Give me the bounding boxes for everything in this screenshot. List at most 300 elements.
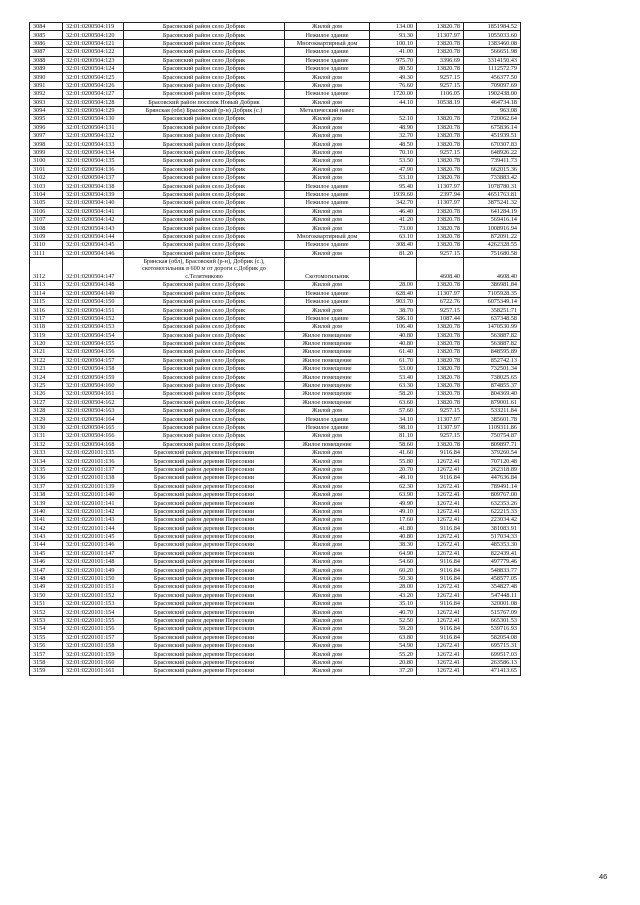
area-cell: 81.20	[370, 249, 417, 257]
cadastral-number: 32:01:0220101:136	[63, 457, 124, 465]
object-type-cell: Жилой дом	[285, 407, 370, 415]
price-cell: 12672.41	[417, 591, 464, 599]
price-cell: 9257.15	[417, 73, 464, 81]
table-row	[30, 507, 521, 515]
area-cell: 62.30	[370, 482, 417, 490]
cadastral-number: 32:01:0200504:121	[63, 39, 124, 47]
table-row	[30, 482, 521, 490]
area-cell: 46.40	[370, 207, 417, 215]
price-cell: 13820.78	[417, 339, 464, 347]
cadastral-number: 32:01:0220101:138	[63, 474, 124, 482]
cadastral-value-cell: 515767.09	[464, 608, 521, 616]
address-cell: Брасовский район село Добрик	[124, 297, 285, 305]
table-row	[30, 224, 521, 232]
row-number: 3133	[30, 448, 63, 456]
cadastral-value-cell: 662015.36	[464, 165, 521, 173]
object-type-cell: Жилой дом	[285, 667, 370, 675]
price-cell: 3396.69	[417, 56, 464, 64]
object-type-cell: Жилой дом	[285, 432, 370, 440]
price-cell: 12672.41	[417, 583, 464, 591]
price-cell: 12672.41	[417, 616, 464, 624]
cadastral-value-cell: 1470530.99	[464, 323, 521, 331]
price-cell: 9257.15	[417, 148, 464, 156]
area-cell: 37.20	[370, 667, 417, 675]
area-cell: 308.40	[370, 241, 417, 249]
area-cell: 48.90	[370, 123, 417, 131]
address-cell: Брасовский район село Добрик	[124, 390, 285, 398]
cadastral-value-cell: 804369.40	[464, 390, 521, 398]
address-cell: Брасовский район деревня Пересокни	[124, 465, 285, 473]
row-number: 3100	[30, 157, 63, 165]
row-number: 3131	[30, 432, 63, 440]
area-cell: 80.50	[370, 64, 417, 72]
area-cell: 41.80	[370, 524, 417, 532]
area-cell: 50.30	[370, 574, 417, 582]
cadastral-value-cell: 670307.83	[464, 140, 521, 148]
price-cell: 13820.78	[417, 241, 464, 249]
area-cell: 73.00	[370, 224, 417, 232]
cadastral-value-cell: 547448.11	[464, 591, 521, 599]
cadastral-value-cell: 6075349.14	[464, 297, 521, 305]
price-cell: 12672.41	[417, 457, 464, 465]
price-cell: 9116.84	[417, 558, 464, 566]
row-number: 3109	[30, 232, 63, 240]
address-cell: Брасовский район село Добрик	[124, 314, 285, 322]
table-row	[30, 583, 521, 591]
row-number: 3155	[30, 633, 63, 641]
cadastral-value-cell: 447636.84	[464, 474, 521, 482]
cadastral-number: 32:01:0200504:126	[63, 81, 124, 89]
row-number: 3130	[30, 423, 63, 431]
price-cell: 13820.78	[417, 207, 464, 215]
price-cell: 9116.84	[417, 574, 464, 582]
cadastral-value-cell: 582054.08	[464, 633, 521, 641]
cadastral-number: 32:01:0220101:148	[63, 558, 124, 566]
area-cell: 40.80	[370, 331, 417, 339]
table-row	[30, 48, 521, 56]
area-cell: 54.90	[370, 641, 417, 649]
cadastral-number: 32:01:0220101:144	[63, 524, 124, 532]
address-cell: Брасовский район село Добрик	[124, 64, 285, 72]
address-cell: Брасовский район деревня Пересокни	[124, 482, 285, 490]
table-row	[30, 140, 521, 148]
price-cell: 13820.78	[417, 356, 464, 364]
table-row	[30, 56, 521, 64]
address-cell: Брасовский район деревня Пересокни	[124, 608, 285, 616]
object-type-cell: Жилой дом	[285, 507, 370, 515]
row-number: 3102	[30, 174, 63, 182]
object-type-cell: Жилой дом	[285, 591, 370, 599]
area-cell: 55.80	[370, 457, 417, 465]
price-cell: 13820.78	[417, 381, 464, 389]
price-cell: 9116.84	[417, 474, 464, 482]
cadastral-value-cell: 517034.33	[464, 532, 521, 540]
object-type-cell: Жилой дом	[285, 174, 370, 182]
area-cell: 81.10	[370, 432, 417, 440]
row-number: 3152	[30, 608, 63, 616]
row-number: 3085	[30, 31, 63, 39]
price-cell: 13820.78	[417, 23, 464, 31]
table-row	[30, 465, 521, 473]
area-cell: 17.60	[370, 516, 417, 524]
row-number: 3105	[30, 199, 63, 207]
table-row	[30, 132, 521, 140]
row-number: 3147	[30, 566, 63, 574]
address-cell: Брасовский район село Добрик	[124, 249, 285, 257]
address-cell: Брасовский район деревня Пересокни	[124, 566, 285, 574]
address-cell: Брасовский район село Добрик	[124, 331, 285, 339]
area-cell: 628.40	[370, 289, 417, 297]
object-type-cell: Металический навес	[285, 106, 370, 114]
cadastral-value-cell: 263586.13	[464, 658, 521, 666]
row-number: 3137	[30, 482, 63, 490]
area-cell: 70.10	[370, 148, 417, 156]
table-row	[30, 190, 521, 198]
cadastral-value-cell: 699517.03	[464, 650, 521, 658]
address-cell: Брасовский район деревня Пересокни	[124, 474, 285, 482]
row-number: 3144	[30, 541, 63, 549]
cadastral-value-cell: 879001.61	[464, 398, 521, 406]
price-cell: 12672.41	[417, 549, 464, 557]
cadastral-number: 32:01:0200504:162	[63, 398, 124, 406]
cadastral-value-cell: 822439.41	[464, 549, 521, 557]
row-number: 3106	[30, 207, 63, 215]
object-type-cell: Жилой дом	[285, 566, 370, 574]
address-cell: Брасовский район село Добрик	[124, 381, 285, 389]
object-type-cell: Жилой дом	[285, 207, 370, 215]
cadastral-value-cell: 386981.84	[464, 281, 521, 289]
object-type-cell: Нежилое здание	[285, 48, 370, 56]
cadastral-number: 32:01:0200504:120	[63, 31, 124, 39]
cadastral-value-cell: 1902438.00	[464, 90, 521, 98]
cadastral-number: 32:01:0220101:155	[63, 616, 124, 624]
address-cell: Брасовский район село Добрик	[124, 182, 285, 190]
table-row	[30, 199, 521, 207]
object-type-cell: Нежилое здание	[285, 64, 370, 72]
object-type-cell: Жилой дом	[285, 165, 370, 173]
row-number: 3146	[30, 558, 63, 566]
cadastral-value-cell: 381083.91	[464, 524, 521, 532]
table-row	[30, 558, 521, 566]
cadastral-number: 32:01:0220101:150	[63, 574, 124, 582]
row-number: 3125	[30, 381, 63, 389]
cadastral-number: 32:01:0200504:152	[63, 314, 124, 322]
row-number: 3104	[30, 190, 63, 198]
row-number: 3148	[30, 574, 63, 582]
cadastral-value-cell: 3875241.32	[464, 199, 521, 207]
table-row	[30, 215, 521, 223]
area-cell: 49.90	[370, 499, 417, 507]
price-cell: 9257.15	[417, 407, 464, 415]
cadastral-value-cell: 262318.89	[464, 465, 521, 473]
table-row	[30, 148, 521, 156]
address-cell: Брасовский район село Добрик	[124, 356, 285, 364]
area-cell: 41.20	[370, 215, 417, 223]
object-type-cell: Жилой дом	[285, 524, 370, 532]
table-row	[30, 667, 521, 675]
row-number: 3142	[30, 524, 63, 532]
table-row	[30, 457, 521, 465]
area-cell: 53.50	[370, 157, 417, 165]
object-type-cell: Жилое помещение	[285, 339, 370, 347]
cadastral-value-cell: 566651.98	[464, 48, 521, 56]
cadastral-value-cell: 872091.22	[464, 232, 521, 240]
cadastral-number: 32:01:0200504:160	[63, 381, 124, 389]
cadastral-value-cell: 750754.87	[464, 432, 521, 440]
address-cell: Брасовский район деревня Пересокни	[124, 650, 285, 658]
cadastral-value-cell: 379260.54	[464, 448, 521, 456]
cadastral-number: 32:01:0200504:153	[63, 323, 124, 331]
address-cell: Брасовский район деревня Пересокни	[124, 616, 285, 624]
table-row	[30, 524, 521, 532]
table-row	[30, 532, 521, 540]
price-cell: 9116.84	[417, 600, 464, 608]
cadastral-number: 32:01:0220101:159	[63, 650, 124, 658]
object-type-cell: Жилое помещение	[285, 348, 370, 356]
table-row	[30, 323, 521, 331]
cadastral-number: 32:01:0200504:123	[63, 56, 124, 64]
object-type-cell: Жилой дом	[285, 650, 370, 658]
object-type-cell: Нежилое здание	[285, 199, 370, 207]
table-row	[30, 650, 521, 658]
object-type-cell: Жилой дом	[285, 157, 370, 165]
area-cell: 61.70	[370, 356, 417, 364]
table-row	[30, 440, 521, 448]
price-cell: 13820.78	[417, 115, 464, 123]
object-type-cell: Жилой дом	[285, 600, 370, 608]
object-type-cell: Жилое помещение	[285, 398, 370, 406]
object-type-cell: Жилой дом	[285, 224, 370, 232]
price-cell: 12672.41	[417, 499, 464, 507]
area-cell: 40.80	[370, 532, 417, 540]
area-cell: 20.80	[370, 658, 417, 666]
cadastral-value-cell: 809897.71	[464, 440, 521, 448]
address-cell: Брасовский район село Добрик	[124, 241, 285, 249]
cadastral-value-cell: 1109311.86	[464, 423, 521, 431]
area-cell: 1939.60	[370, 190, 417, 198]
table-row	[30, 541, 521, 549]
area-cell: 975.70	[370, 56, 417, 64]
price-cell: 1087.44	[417, 314, 464, 322]
object-type-cell: Нежилое здание	[285, 241, 370, 249]
address-cell: Брасовский район деревня Пересокни	[124, 541, 285, 549]
price-cell: 13820.78	[417, 39, 464, 47]
object-type-cell: Жилой дом	[285, 465, 370, 473]
price-cell: 12672.41	[417, 667, 464, 675]
object-type-cell: Жилой дом	[285, 281, 370, 289]
object-type-cell: Жилой дом	[285, 499, 370, 507]
cadastral-number: 32:01:0200504:136	[63, 165, 124, 173]
cadastral-number: 32:01:0200504:150	[63, 297, 124, 305]
address-cell: Брасовский район деревня Пересокни	[124, 600, 285, 608]
object-type-cell: Жилой дом	[285, 641, 370, 649]
object-type-cell: Жилое помещение	[285, 356, 370, 364]
area-cell: 44.10	[370, 98, 417, 106]
cadastral-number: 32:01:0200504:132	[63, 132, 124, 140]
area-cell: 28.00	[370, 583, 417, 591]
object-type-cell: Жилой дом	[285, 516, 370, 524]
table-row	[30, 98, 521, 106]
row-number: 3134	[30, 457, 63, 465]
table-row	[30, 432, 521, 440]
table-row	[30, 365, 521, 373]
area-cell: 903.70	[370, 297, 417, 305]
address-cell: Брасовский район деревня Пересокни	[124, 490, 285, 498]
area-cell: 53.10	[370, 174, 417, 182]
address-cell: Брасовский район село Добрик	[124, 215, 285, 223]
object-type-cell: Нежилое здание	[285, 56, 370, 64]
cadastral-number: 32:01:0200504:163	[63, 407, 124, 415]
price-cell: 11307.97	[417, 31, 464, 39]
cadastral-number: 32:01:0220101:161	[63, 667, 124, 675]
table-row	[30, 398, 521, 406]
object-type-cell: Жилое помещение	[285, 365, 370, 373]
row-number: 3113	[30, 281, 63, 289]
cadastral-number: 32:01:0200504:134	[63, 148, 124, 156]
object-type-cell: Нежилое здание	[285, 423, 370, 431]
cadastral-value-cell: 539716.93	[464, 625, 521, 633]
address-cell: Брасовский район деревня Пересокни	[124, 574, 285, 582]
table-row	[30, 157, 521, 165]
area-cell: 52.50	[370, 616, 417, 624]
object-type-cell: Жилой дом	[285, 474, 370, 482]
address-cell: Брасовский район село Добрик	[124, 289, 285, 297]
area-cell: 52.10	[370, 115, 417, 123]
table-row	[30, 31, 521, 39]
cadastral-value-cell: 809767.00	[464, 490, 521, 498]
address-cell: Брасовский район село Добрик	[124, 123, 285, 131]
address-cell: Брасовский район деревня Пересокни	[124, 507, 285, 515]
cadastral-number: 32:01:0200504:129	[63, 106, 124, 114]
price-cell: 13820.78	[417, 440, 464, 448]
row-number: 3107	[30, 215, 63, 223]
area-cell: 586.10	[370, 314, 417, 322]
row-number: 3138	[30, 490, 63, 498]
cadastral-number: 32:01:0200504:127	[63, 90, 124, 98]
row-number: 3115	[30, 297, 63, 305]
price-cell: 13820.78	[417, 398, 464, 406]
object-type-cell: Нежилое здание	[285, 190, 370, 198]
cadastral-value-cell: 458577.05	[464, 574, 521, 582]
row-number: 3092	[30, 90, 63, 98]
table-row	[30, 490, 521, 498]
cadastral-value-cell: 485353.30	[464, 541, 521, 549]
address-cell: Брасовский район село Добрик	[124, 90, 285, 98]
area-cell: 134.00	[370, 23, 417, 31]
area-cell: 41.60	[370, 448, 417, 456]
price-cell: 13820.78	[417, 373, 464, 381]
price-cell: 9257.15	[417, 249, 464, 257]
cadastral-number: 32:01:0200504:141	[63, 207, 124, 215]
cadastral-number: 32:01:0200504:142	[63, 215, 124, 223]
cadastral-number: 32:01:0220101:154	[63, 608, 124, 616]
object-type-cell: Жилой дом	[285, 558, 370, 566]
cadastral-value-cell: 648926.22	[464, 148, 521, 156]
cadastral-value-cell: 4262328.55	[464, 241, 521, 249]
address-cell: Брасовский район село Добрик	[124, 174, 285, 182]
row-number: 3091	[30, 81, 63, 89]
price-cell: 12672.41	[417, 532, 464, 540]
address-cell: Брасовский район деревня Пересокни	[124, 583, 285, 591]
price-cell: 11307.97	[417, 289, 464, 297]
address-cell: Брасовский район деревня Пересокни	[124, 524, 285, 532]
address-cell: Брасовский район деревня Пересокни	[124, 516, 285, 524]
cadastral-value-cell: 848595.89	[464, 348, 521, 356]
cadastral-number: 32:01:0200504:144	[63, 232, 124, 240]
row-number: 3150	[30, 591, 63, 599]
area-cell: 106.40	[370, 323, 417, 331]
address-cell: Брасовский район село Добрик	[124, 39, 285, 47]
table-row	[30, 106, 521, 114]
object-type-cell: Жилой дом	[285, 81, 370, 89]
cadastral-number: 32:01:0220101:145	[63, 532, 124, 540]
cadastral-number: 32:01:0200504:149	[63, 289, 124, 297]
cadastral-value-cell: 497779.46	[464, 558, 521, 566]
object-type-cell: Жилой дом	[285, 583, 370, 591]
cadastral-number: 32:01:0200504:151	[63, 306, 124, 314]
table-row	[30, 73, 521, 81]
price-cell: 9257.15	[417, 306, 464, 314]
cadastral-number: 32:01:0200504:155	[63, 339, 124, 347]
area-cell: 98.10	[370, 423, 417, 431]
price-cell: 13820.78	[417, 323, 464, 331]
address-cell: Брасовский район село Добрик	[124, 440, 285, 448]
cadastral-value-cell: 695715.31	[464, 641, 521, 649]
cadastral-number: 32:01:0220101:153	[63, 600, 124, 608]
address-cell: Брасовский район деревня Пересокни	[124, 532, 285, 540]
row-number: 3094	[30, 106, 63, 114]
row-number: 3122	[30, 356, 63, 364]
price-cell: 4608.40	[417, 257, 464, 280]
cadastral-value-cell: 456377.50	[464, 73, 521, 81]
area-cell: 100.10	[370, 39, 417, 47]
area-cell: 38.70	[370, 306, 417, 314]
cadastral-number: 32:01:0220101:149	[63, 566, 124, 574]
object-type-cell: Жилой дом	[285, 574, 370, 582]
cadastral-number: 32:01:0220101:143	[63, 516, 124, 524]
area-cell: 49.10	[370, 507, 417, 515]
price-cell: 9116.84	[417, 566, 464, 574]
row-number: 3110	[30, 241, 63, 249]
cadastral-value-cell: 1851984.52	[464, 23, 521, 31]
area-cell: 59.20	[370, 625, 417, 633]
price-cell: 13820.78	[417, 390, 464, 398]
price-cell: 13820.78	[417, 281, 464, 289]
object-type-cell: Жилой дом	[285, 608, 370, 616]
row-number: 3087	[30, 48, 63, 56]
table-row	[30, 407, 521, 415]
address-cell: Брянская (обл), Брасовский (р-н), Добрик (с.), скотомогильник в 600 м от дороги с.Добрик до с.Телятниково	[124, 257, 285, 280]
price-cell: 6722.76	[417, 297, 464, 305]
address-cell: Брасовский район село Добрик	[124, 157, 285, 165]
table-row	[30, 356, 521, 364]
row-number: 3154	[30, 625, 63, 633]
address-cell: Брасовский район село Добрик	[124, 81, 285, 89]
address-cell: Брасовский район село Добрик	[124, 423, 285, 431]
table-row	[30, 591, 521, 599]
table-row	[30, 415, 521, 423]
price-cell: 12672.41	[417, 641, 464, 649]
row-number: 3118	[30, 323, 63, 331]
row-number: 3158	[30, 658, 63, 666]
cadastral-value-cell: 732501.34	[464, 365, 521, 373]
cadastral-number: 32:01:0200504:130	[63, 115, 124, 123]
object-type-cell: Жилой дом	[285, 306, 370, 314]
cadastral-number: 32:01:0200504:168	[63, 440, 124, 448]
cadastral-value-cell: 789491.14	[464, 482, 521, 490]
object-type-cell: Нежилое здание	[285, 415, 370, 423]
row-number: 3098	[30, 140, 63, 148]
